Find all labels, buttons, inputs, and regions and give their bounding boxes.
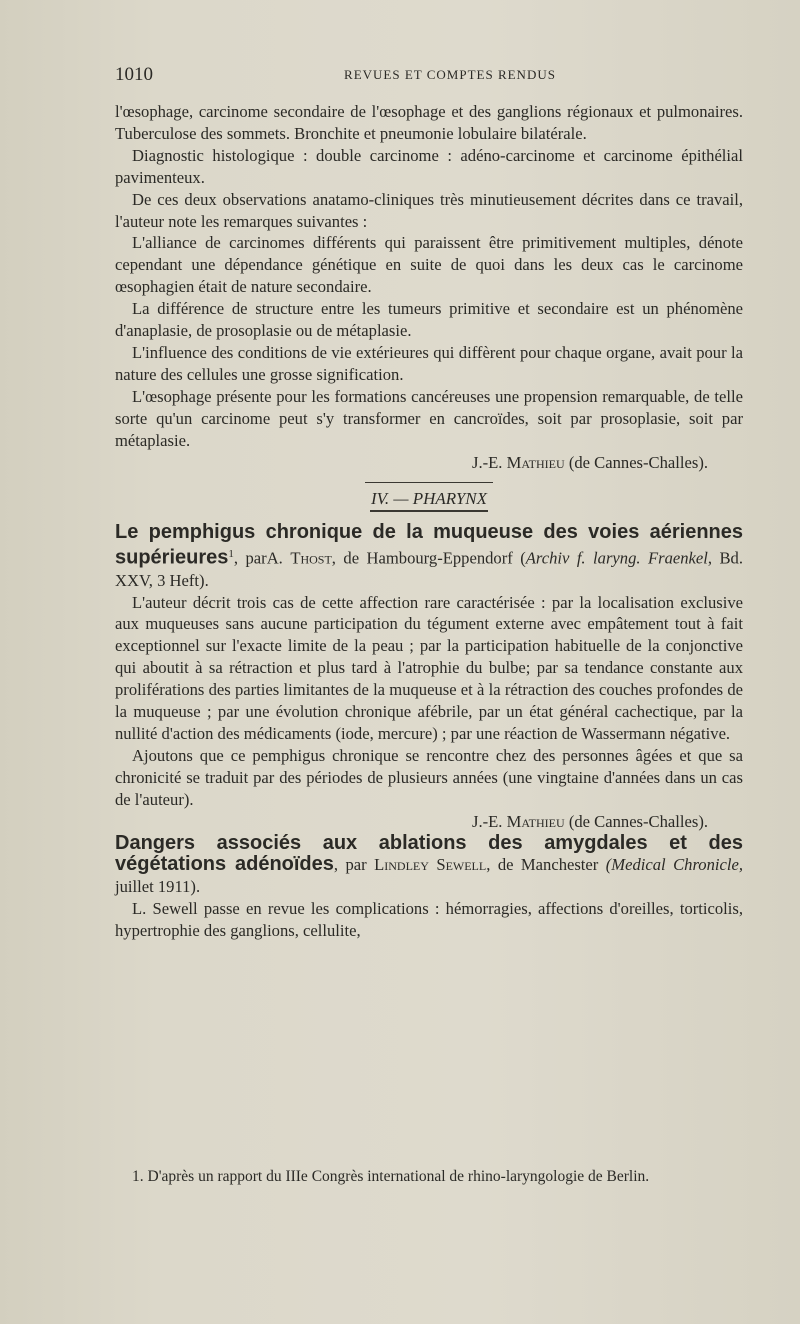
main-text: [115, 101, 743, 942]
separator-rule: [365, 482, 493, 483]
signature-place: (de Cannes-Challes).: [568, 811, 708, 831]
author-initial: A.: [266, 548, 283, 568]
page-header: [115, 64, 745, 86]
paragraph: Diagnostic histologique : double carcinome : adéno-carcinome et carcinome épithélial pavimenteux.: [115, 145, 743, 187]
paragraph: L'auteur décrit trois cas de cette affection rare caractérisée : par la localisation exclusive aux muqueuses sans aucune participation du tégument externe avec empâtement tout à fait exceptionnel sur l'exacte limite de la peau ; par la participation habituelle de la conjonctive qui aboutit à sa rétraction et plus tard à l'atrophie du bulbe; par sa tendance constante aux proliférations des parties limitantes de la muqueuse et à la rétraction des couches profondes de la muqueuse ; par une évolution chronique afébrile, par un état général cachectique, par la nullité d'action des médicaments (iode, mercure) ; par une réaction de Wassermann négative.: [115, 592, 743, 743]
article-by: , par: [333, 855, 367, 875]
section-rule: [370, 510, 488, 512]
paragraph: L'œsophage présente pour les formations cancéreuses une propension remarquable, de telle sorte qu'un carcinome peut s'y transformer en cancroïdes, soit par prosoplasie, soit par métaplasie.: [115, 386, 743, 450]
signature: [115, 452, 743, 474]
paragraph: L. Sewell passe en revue les complications : hémorragies, affections d'oreilles, torticolis, hypertrophie des ganglions, cellulite,: [115, 899, 743, 941]
footnote-text: 1. D'après un rapport du IIIe Congrès international de rhino-laryngologie de Berlin.: [132, 1168, 650, 1185]
article-heading: [115, 522, 743, 591]
paragraph: l'œsophage, carcinome secondaire de l'œsophage et des ganglions régionaux et pulmonaires. Tuberculose des sommets. Bronchite et pneumonie lobulaire bilatérale.: [115, 102, 743, 143]
paragraph: L'alliance de carcinomes différents qui paraissent être primitivement multiples, dénote cependant une dépendance génétique en suite de quoi dans les deux cas le carcinome œsophagien était de nature secondaire.: [115, 233, 743, 297]
article-author: Lindley Sewell: [374, 855, 487, 875]
article-by: , par: [233, 548, 267, 568]
paragraph: L'influence des conditions de vie extérieures qui diffèrent pour chaque organe, avait pour la nature des cellules une grosse signification.: [115, 342, 743, 384]
signature-name: Mathieu: [506, 452, 565, 472]
signature: [115, 811, 743, 833]
article-author: Thost: [290, 548, 332, 568]
article-affiliation: , de Manchester: [486, 855, 599, 875]
signature-initials: J.-E.: [472, 452, 503, 472]
article-heading: [115, 833, 743, 899]
signature-initials: J.-E.: [472, 811, 503, 831]
page-number: 1010: [115, 64, 153, 85]
footnote: [115, 1167, 743, 1187]
article-title: Le pemphigus chronique de la muqueuse des voies aériennes supérieures: [115, 521, 743, 569]
section-title: IV. — PHARYNX: [370, 489, 488, 509]
footnote-mark: 1: [228, 548, 234, 561]
journal-name: Archiv f. laryng. Fraenkel: [525, 548, 708, 568]
paragraph: La différence de structure entre les tumeurs primitive et secondaire est un phénomène d'anaplasie, de prosoplasie ou de métaplasie.: [115, 299, 743, 341]
signature-place: (de Cannes-Challes).: [568, 452, 708, 472]
signature-name: Mathieu: [506, 811, 565, 831]
paragraph: De ces deux observations anatamo-cliniques très minutieusement décrites dans ce travail, l'auteur note les remarques suivantes :: [115, 189, 743, 231]
journal-ref: , Bd. XXV, 3 Heft).: [115, 548, 743, 590]
running-title: REVUES ET COMPTES RENDUS: [344, 67, 556, 82]
journal-ref: juillet 1911).: [115, 877, 201, 897]
article-affiliation: , de Hambourg-Eppendorf (: [331, 548, 526, 568]
journal-name: (Medical Chronicle,: [605, 855, 743, 875]
paragraph: Ajoutons que ce pemphigus chronique se rencontre chez des personnes âgées et que sa chronicité se traduit par des périodes de plusieurs années (une vingtaine d'années dans un cas de l'auteur).: [115, 745, 743, 809]
article-title: Dangers associés aux ablations des amygdales et des végétations adénoïdes: [115, 831, 743, 876]
